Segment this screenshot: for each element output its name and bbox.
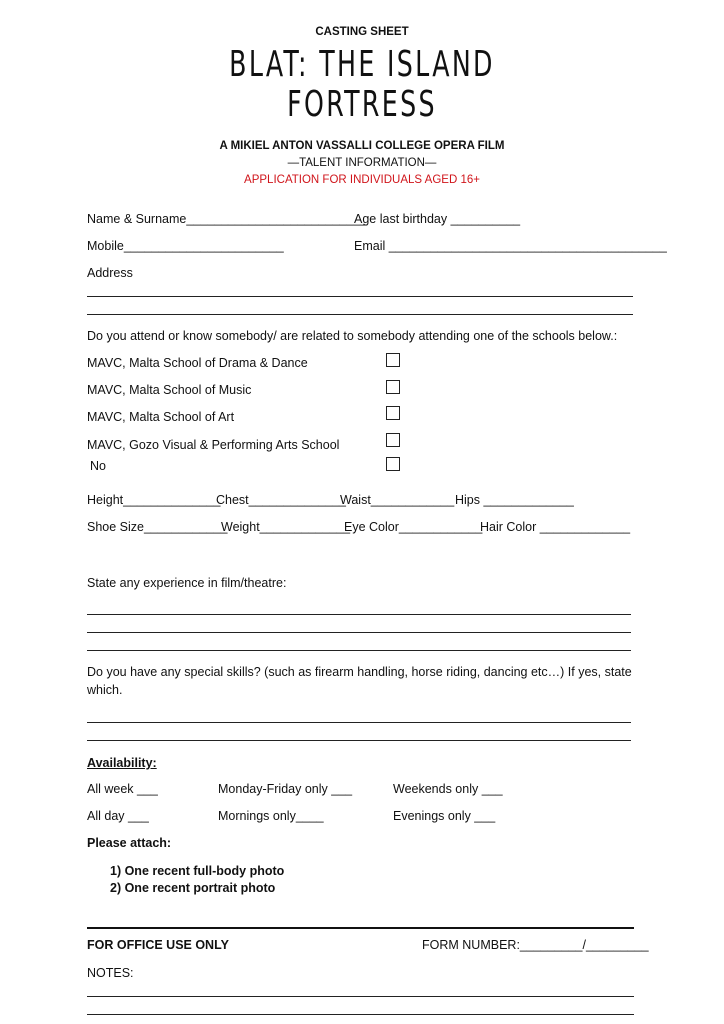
office-use-label: FOR OFFICE USE ONLY <box>87 938 229 952</box>
experience-line-3[interactable] <box>87 650 631 651</box>
talent-info: —TALENT INFORMATION— <box>287 157 437 169</box>
weekends-option[interactable]: Weekends only ___ <box>393 782 503 796</box>
school-option-label: MAVC, Malta School of Art <box>87 410 235 424</box>
skills-question-line-1: Do you have any special skills? (such as firearm handling, horse riding, dancing etc…) If yes, state <box>87 665 632 679</box>
skills-line-2[interactable] <box>87 740 631 741</box>
title-line-1: BLAT: THE ISLAND <box>229 44 495 85</box>
age-field[interactable]: Age last birthday __________ <box>354 212 521 226</box>
title-line-2: FORTRESS <box>287 84 437 125</box>
casting-sheet-label: CASTING SHEET <box>315 26 409 38</box>
monday-friday-option[interactable]: Monday-Friday only ___ <box>218 782 353 796</box>
address-line-2[interactable] <box>87 314 633 315</box>
school-option-label: MAVC, Malta School of Drama & Dance <box>87 356 308 370</box>
school-drama-checkbox[interactable] <box>386 353 400 367</box>
form-number-field: FORM NUMBER:_________/_________ <box>422 938 649 952</box>
hair-color-field[interactable]: Hair Color _____________ <box>480 520 631 534</box>
experience-line-2[interactable] <box>87 632 631 633</box>
email-field[interactable]: Email ________________________________________ <box>354 239 667 253</box>
school-gozo-checkbox[interactable] <box>386 433 400 447</box>
experience-line-1[interactable] <box>87 614 631 615</box>
availability-heading: Availability: <box>87 756 157 770</box>
school-none-checkbox[interactable] <box>386 457 400 471</box>
skills-question-line-2: which. <box>87 683 123 697</box>
notes-line-1[interactable] <box>87 996 634 997</box>
office-divider <box>87 927 634 929</box>
notes-label: NOTES: <box>87 966 134 980</box>
school-music-checkbox[interactable] <box>386 380 400 394</box>
title-block <box>0 45 724 125</box>
attach-item-full-body: 1) One recent full-body photo <box>110 864 285 878</box>
application-note: APPLICATION FOR INDIVIDUALS AGED 16+ <box>244 174 480 186</box>
subtitle: A MIKIEL ANTON VASSALLI COLLEGE OPERA FILM <box>219 140 505 152</box>
waist-field[interactable]: Waist____________ <box>340 493 455 507</box>
address-label: Address <box>87 266 133 280</box>
weight-field[interactable]: Weight_____________ <box>221 520 351 534</box>
mobile-field[interactable]: Mobile_______________________ <box>87 239 284 253</box>
attach-item-portrait: 2) One recent portrait photo <box>110 881 276 895</box>
name-field[interactable]: Name & Surname__________________________ <box>87 212 368 226</box>
experience-label: State any experience in film/theatre: <box>87 576 287 590</box>
school-option-label: MAVC, Malta School of Music <box>87 383 252 397</box>
notes-line-2[interactable] <box>87 1014 634 1015</box>
mornings-option[interactable]: Mornings only____ <box>218 809 324 823</box>
skills-line-1[interactable] <box>87 722 631 723</box>
attach-heading: Please attach: <box>87 836 172 850</box>
school-option-label: MAVC, Gozo Visual & Performing Arts School <box>87 438 340 452</box>
hips-field[interactable]: Hips _____________ <box>455 493 574 507</box>
address-line-1[interactable] <box>87 296 633 297</box>
all-week-option[interactable]: All week ___ <box>87 782 158 796</box>
eye-color-field[interactable]: Eye Color____________ <box>344 520 483 534</box>
schools-question: Do you attend or know somebody/ are related to somebody attending one of the schools below.: <box>87 329 618 343</box>
school-option-label: No <box>90 459 106 473</box>
shoe-size-field[interactable]: Shoe Size____________ <box>87 520 228 534</box>
chest-field[interactable]: Chest______________ <box>216 493 346 507</box>
all-day-option[interactable]: All day ___ <box>87 809 149 823</box>
height-field[interactable]: Height______________ <box>87 493 221 507</box>
school-art-checkbox[interactable] <box>386 406 400 420</box>
evenings-option[interactable]: Evenings only ___ <box>393 809 496 823</box>
